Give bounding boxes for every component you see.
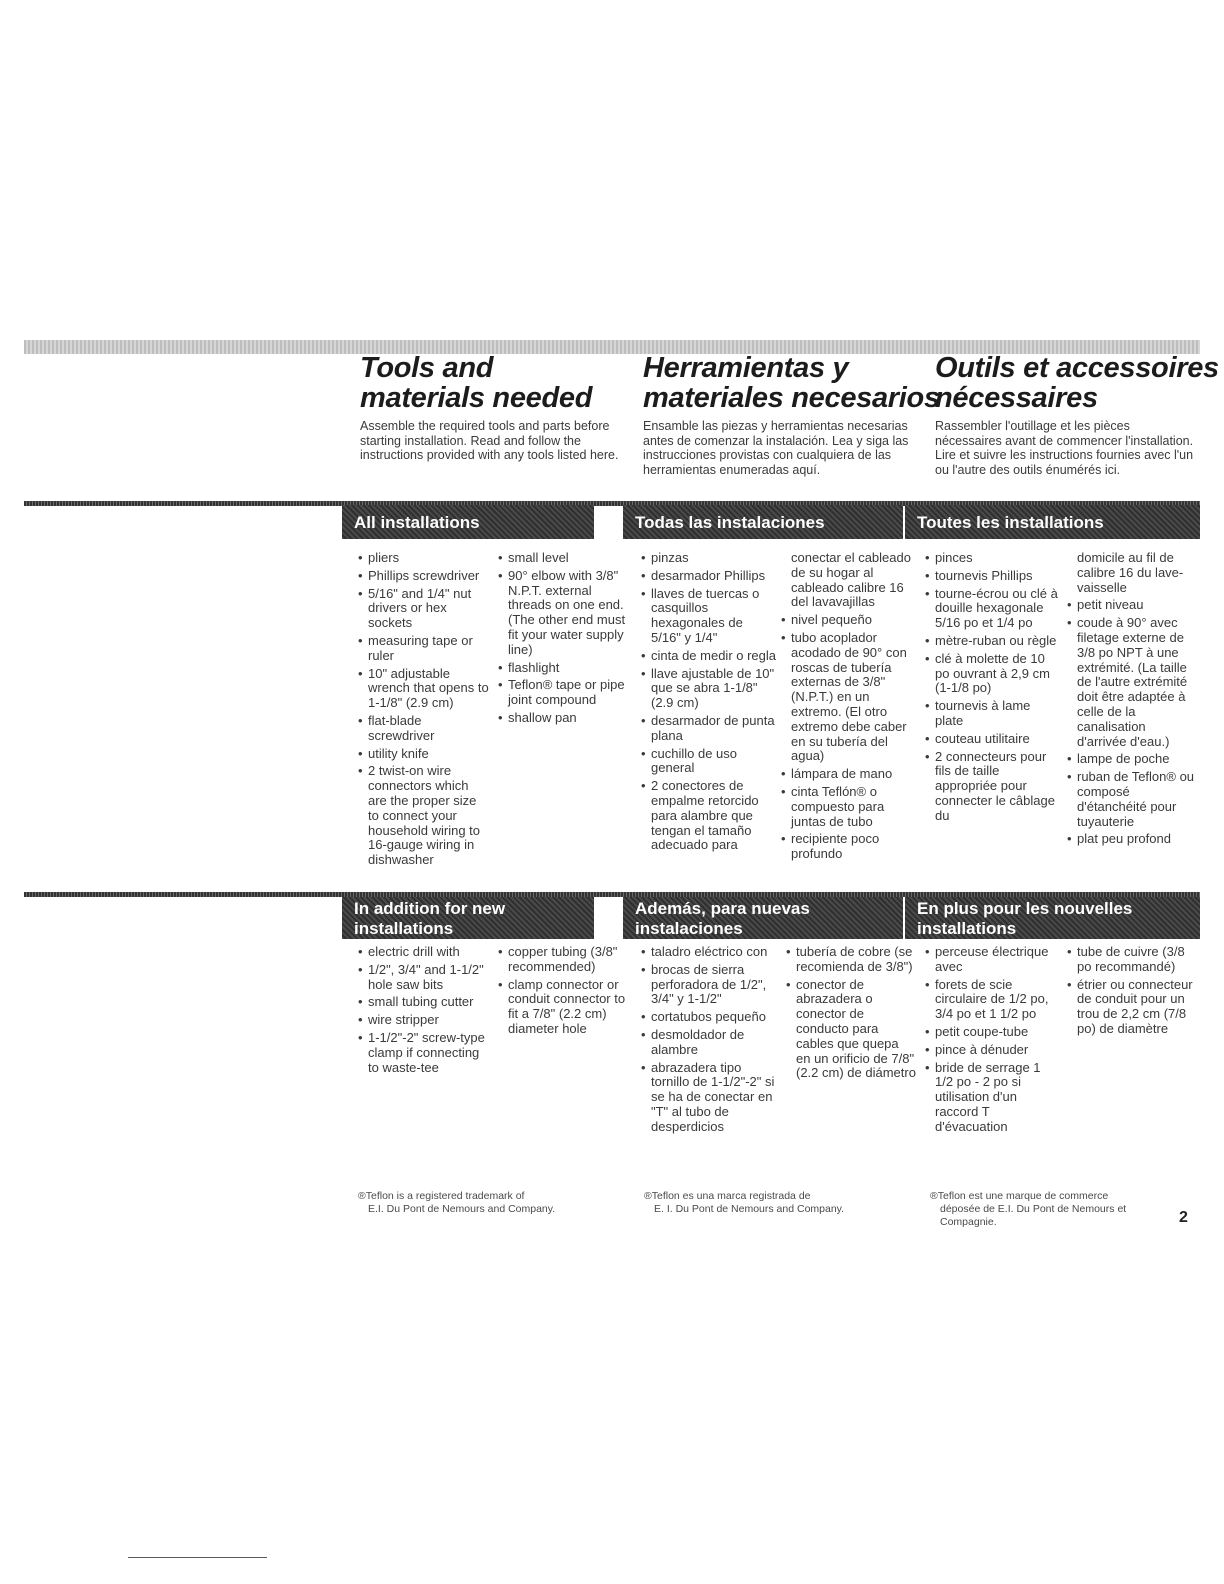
french-intro: Rassembler l'outillage et les pièces nécessaires avant de commencer l'installation. Lire et suivre les instructions fournies avec l'un ou l'autre des outils énumérés ici. [935, 419, 1194, 477]
list-item: • cinta Teflón® o compuesto para juntas de tubo [781, 785, 915, 829]
spanish-new-heading: Además, para nuevas instalaciones [635, 899, 810, 938]
list-item: conectar el cableado de su hogar al cableado calibre 16 del lavavajillas [791, 550, 911, 610]
french-header [935, 352, 1219, 477]
list-item: • lámpara de mano [781, 767, 915, 782]
list-item: • petit niveau [1067, 598, 1198, 613]
spanish-new-list-2 [786, 945, 916, 1084]
list-item: • pinces [925, 551, 1058, 566]
page-number: 2 [1179, 1209, 1188, 1226]
spanish-header [643, 352, 940, 477]
list-item: • 2 conectores de empalme retorcido para alambre que tengan el tamaño adecuado para [641, 779, 776, 853]
list-item: • plat peu profond [1067, 832, 1198, 847]
spanish-new-list-1 [641, 945, 776, 1138]
list-item: • nivel pequeño [781, 613, 915, 628]
list-item: • tournevis Phillips [925, 569, 1058, 584]
list-item: • cinta de medir o regla [641, 649, 776, 664]
french-new-heading: En plus pour les nouvelles installations [917, 899, 1133, 938]
list-item: • pinzas [641, 551, 776, 566]
list-item: • 1/2", 3/4" and 1-1/2" hole saw bits [358, 963, 490, 993]
list-item: • abrazadera tipo tornillo de 1-1/2"-2" si se ha de conectar en "T" al tubo de desperdicios [641, 1061, 776, 1135]
spanish-intro: Ensamble las piezas y herramientas necesarias antes de comenzar la instalación. Lea y siga las instrucciones provistas con cualquiera de las herramientas enumeradas aquí. [643, 419, 909, 477]
list-item: • 2 connecteurs pour fils de taille appropriée pour connecter le câblage du [925, 750, 1058, 824]
list-item: • cuchillo de uso general [641, 747, 776, 777]
english-all-list-2 [498, 551, 628, 729]
list-item: • brocas de sierra perforadora de 1/2", 3/4" y 1-1/2" [641, 963, 776, 1007]
english-all-heading: All installations [354, 513, 480, 532]
english-new-list-2 [498, 945, 628, 1040]
list-item: • flashlight [498, 661, 628, 676]
list-item: • clamp connector or conduit connector to fit a 7/8" (2.2 cm) diameter hole [498, 978, 628, 1037]
list-item: • couteau utilitaire [925, 732, 1058, 747]
list-item: • conector de abrazadera o conector de conducto para cables que quepa en un orificio de 7/8" (2.2 cm) de diámetro [786, 978, 916, 1082]
list-item: • tubería de cobre (se recomienda de 3/8") [786, 945, 916, 975]
list-item: • desmoldador de alambre [641, 1028, 776, 1058]
list-item: • pliers [358, 551, 490, 566]
list-item: • electric drill with [358, 945, 490, 960]
list-item: • desarmador de punta plana [641, 714, 776, 744]
list-item: • tube de cuivre (3/8 po recommandé) [1067, 945, 1198, 975]
english-header [360, 353, 635, 463]
spanish-new-band [623, 897, 903, 939]
spanish-all-heading: Todas las instalaciones [635, 513, 825, 532]
list-item: • llave ajustable de 10" que se abra 1-1/8" (2.9 cm) [641, 667, 776, 711]
spanish-title: Herramientas y materiales necesarios [643, 352, 940, 414]
list-item: • 1-1/2"-2" screw-type clamp if connecting to waste-tee [358, 1031, 490, 1075]
list-item: • 90° elbow with 3/8" N.P.T. external threads on one end. (The other end must fit your water supply line) [498, 569, 628, 658]
list-item: • mètre-ruban ou règle [925, 634, 1058, 649]
list-item: • bride de serrage 1 1/2 po - 2 po si utilisation d'un raccord T d'évacuation [925, 1061, 1058, 1135]
list-item: • small level [498, 551, 628, 566]
list-item: • 10" adjustable wrench that opens to 1-1/8" (2.9 cm) [358, 667, 490, 711]
french-footnote: ®Teflon est une marque de commerce déposée de E.I. Du Pont de Nemours et Compagnie. [930, 1190, 1127, 1228]
english-all-band [342, 505, 594, 539]
french-all-list-2 [1067, 551, 1198, 850]
list-item: • coude à 90° avec filetage externe de 3/8 po NPT à une extrémité. (La taille de l'autre extrémité doit être adaptée à celle de la canalisation d'arrivée d'eau.) [1067, 616, 1198, 749]
spanish-footnote: ®Teflon es una marca registrada de E. I. Du Pont de Nemours and Company. [644, 1190, 845, 1215]
list-item: • copper tubing (3/8" recommended) [498, 945, 628, 975]
list-item: • wire stripper [358, 1013, 490, 1028]
list-item: • lampe de poche [1067, 752, 1198, 767]
english-new-band [342, 897, 594, 939]
french-new-list-2 [1067, 945, 1198, 1040]
list-item: • cortatubos pequeño [641, 1010, 776, 1025]
french-all-list-1 [925, 551, 1058, 827]
list-item: • desarmador Phillips [641, 569, 776, 584]
french-new-band [905, 897, 1200, 939]
list-item: • 5/16" and 1/4" nut drivers or hex sockets [358, 587, 490, 631]
list-item: • tourne-écrou ou clé à douille hexagonale 5/16 po et 1/4 po [925, 587, 1058, 631]
list-item: • measuring tape or ruler [358, 634, 490, 664]
french-title: Outils et accessoires nécessaires [935, 352, 1219, 414]
list-item: • small tubing cutter [358, 995, 490, 1010]
list-item: • clé à molette de 10 po ouvrant à 2,9 cm (1-1/8 po) [925, 652, 1058, 696]
list-item: • 2 twist-on wire connectors which are the proper size to connect your household wiring to 16-gauge wiring in dishwasher [358, 764, 490, 868]
spanish-all-list-1 [641, 551, 776, 856]
spanish-all-list-2 [781, 551, 915, 865]
list-item: • Teflon® tape or pipe joint compound [498, 678, 628, 708]
list-item: • llaves de tuercas o casquillos hexagonales de 5/16" y 1/4" [641, 587, 776, 646]
list-item: • forets de scie circulaire de 1/2 po, 3/4 po et 1 1/2 po [925, 978, 1058, 1022]
list-item: • Phillips screwdriver [358, 569, 490, 584]
spanish-all-band [623, 505, 903, 539]
english-intro: Assemble the required tools and parts before starting installation. Read and follow the instructions provided with any tools listed here. [360, 419, 619, 463]
link-underline [128, 1557, 267, 1558]
list-item: • perceuse électrique avec [925, 945, 1058, 975]
list-item: • recipiente poco profundo [781, 832, 915, 862]
french-all-band [905, 505, 1200, 539]
list-item: • tubo acoplador acodado de 90° con roscas de tubería externas de 3/8" (N.P.T.) en un extremo. (El otro extremo debe caber en su tubería del agua) [781, 631, 915, 764]
list-item: • tournevis à lame plate [925, 699, 1058, 729]
list-item: • petit coupe-tube [925, 1025, 1058, 1040]
english-title: Tools and materials needed [360, 352, 593, 414]
english-new-heading: In addition for new installations [354, 899, 506, 938]
french-new-list-1 [925, 945, 1058, 1138]
list-item: • flat-blade screwdriver [358, 714, 490, 744]
list-item: • taladro eléctrico con [641, 945, 776, 960]
list-item: • étrier ou connecteur de conduit pour un trou de 2,2 cm (7/8 po) de diamètre [1067, 978, 1198, 1037]
list-item: • utility knife [358, 747, 490, 762]
english-footnote: ®Teflon is a registered trademark of E.I. Du Pont de Nemours and Company. [358, 1190, 556, 1215]
english-new-list-1 [358, 945, 490, 1078]
list-item: • pince à dénuder [925, 1043, 1058, 1058]
french-all-heading: Toutes les installations [917, 513, 1104, 532]
list-item: • shallow pan [498, 711, 628, 726]
list-item: domicile au fil de calibre 16 du lave-vaisselle [1077, 550, 1184, 595]
english-all-list-1 [358, 551, 490, 871]
list-item: • ruban de Teflon® ou composé d'étanchéité pour tuyauterie [1067, 770, 1198, 829]
